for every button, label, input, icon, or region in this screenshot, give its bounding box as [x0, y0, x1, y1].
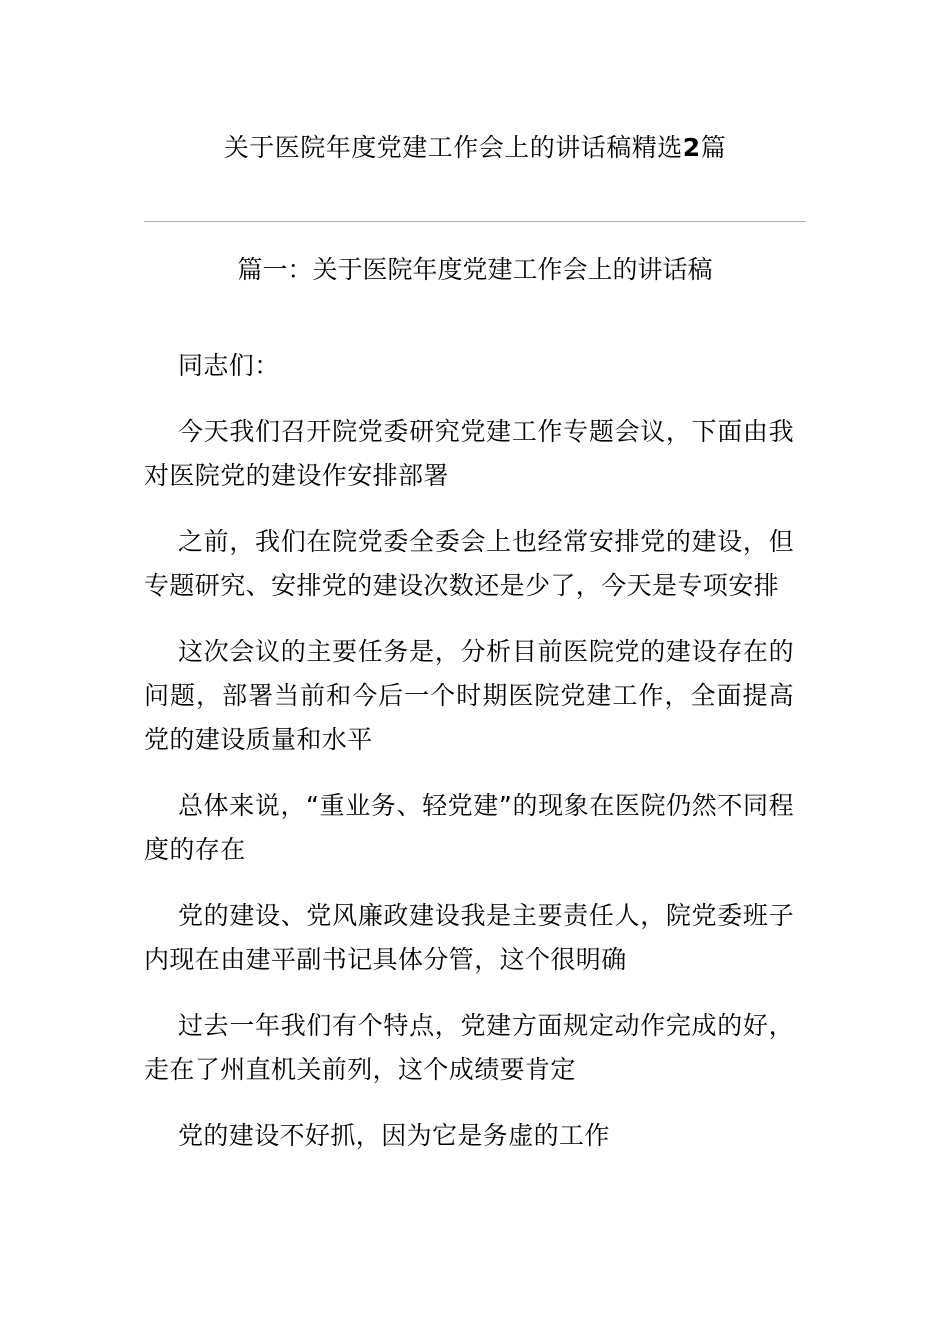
- paragraph: 党的建设、党风廉政建设我是主要责任人，院党委班子内现在由建平副书记具体分管，这个很明确: [144, 901, 794, 974]
- title-main-text: 关于医院年度党建工作会上的讲话稿精选: [223, 133, 683, 162]
- section-title: 篇一：关于医院年度党建工作会上的讲话稿: [237, 255, 713, 284]
- document-body: [144, 344, 794, 1180]
- title-number: 2: [682, 133, 701, 162]
- paragraph: 之前，我们在院党委全委会上也经常安排党的建设，但专题研究、安排党的建设次数还是少了，今天是专项安排: [144, 527, 794, 600]
- paragraph: 今天我们召开院党委研究党建工作专题会议，下面由我对医院党的建设作安排部署: [144, 417, 794, 490]
- title-suffix: 篇: [700, 133, 727, 162]
- paragraph: 过去一年我们有个特点，党建方面规定动作完成的好，走在了州直机关前列，这个成绩要肯定: [144, 1011, 794, 1084]
- paragraph: 党的建设不好抓，因为它是务虚的工作: [178, 1121, 610, 1150]
- document-title: [0, 128, 950, 168]
- paragraph: 总体来说，“重业务、轻党建”的现象在医院仍然不同程度的存在: [144, 791, 794, 864]
- paragraph-salutation: 同志们：: [178, 351, 280, 380]
- title-divider: [144, 221, 806, 222]
- paragraph: 这次会议的主要任务是，分析目前医院党的建设存在的问题，部署当前和今后一个时期医院党建工作，全面提高党的建设质量和水平: [144, 637, 794, 754]
